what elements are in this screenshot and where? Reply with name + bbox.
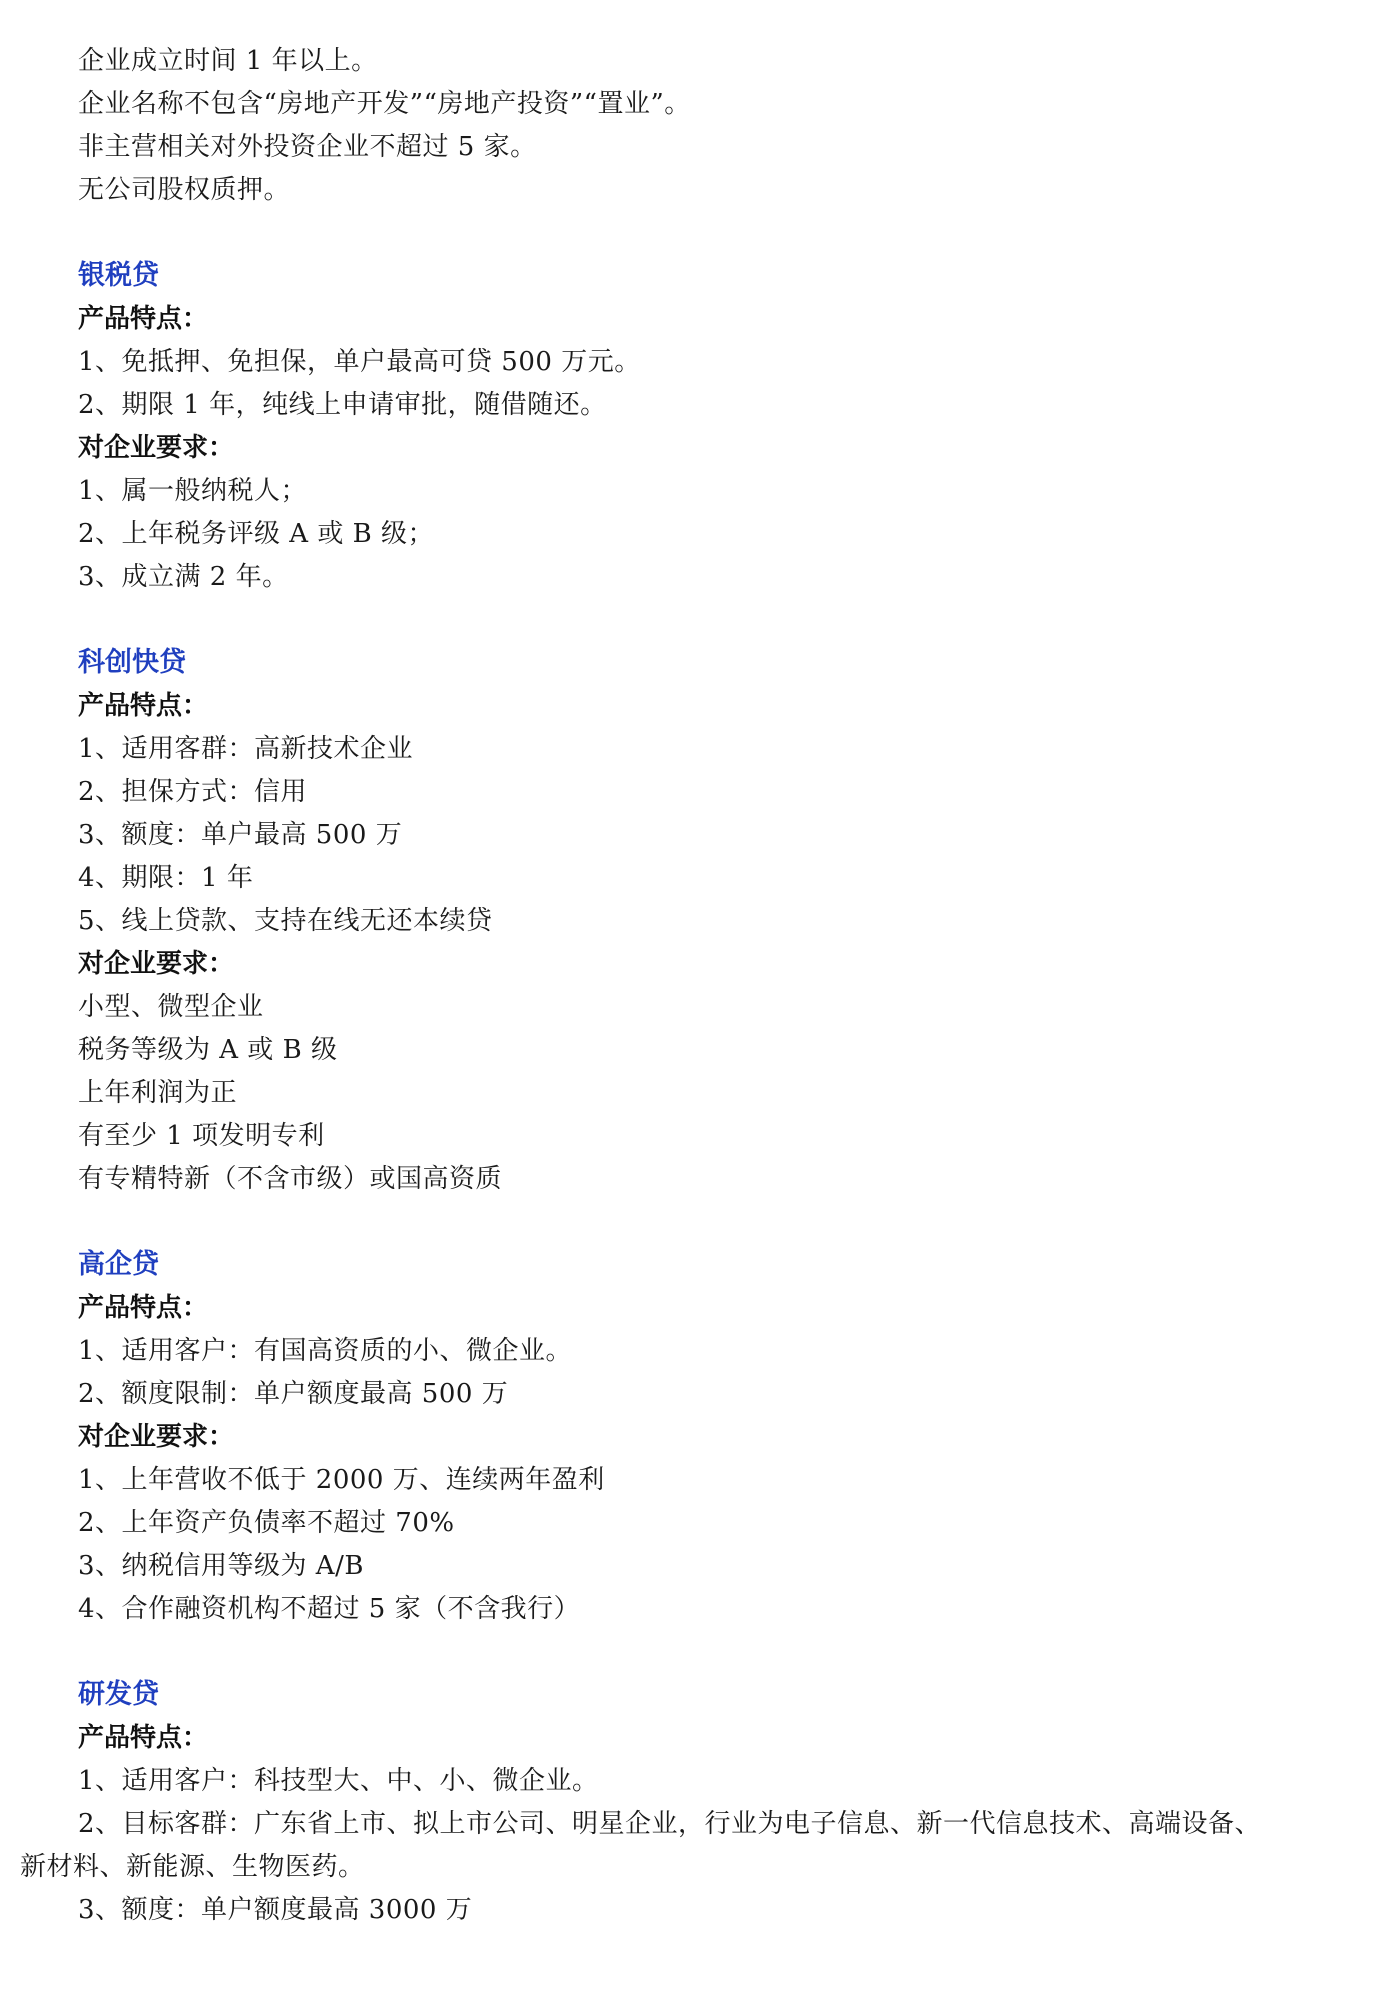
requirement-item: 4、合作融资机构不超过 5 家（不含我行） [78,1594,581,1624]
section-title-kechuangkuaidai: 科创快贷 [78,647,186,678]
feature-item-continuation: 新材料、新能源、生物医药。 [20,1852,365,1882]
features-heading: 产品特点： [78,1723,209,1753]
requirement-item: 小型、微型企业 [78,992,264,1022]
requirement-item: 1、属一般纳税人； [78,476,308,506]
section-title-gaoqidai: 高企贷 [78,1249,159,1280]
section-title-yanfadai: 研发贷 [78,1679,159,1710]
requirement-item: 1、上年营收不低于 2000 万、连续两年盈利 [78,1465,605,1495]
feature-item: 1、适用客户：科技型大、中、小、微企业。 [78,1766,599,1796]
requirements-heading: 对企业要求： [78,1422,235,1452]
intro-line: 企业名称不包含“房地产开发”“房地产投资”“置业”。 [78,89,691,119]
requirement-item: 3、成立满 2 年。 [78,562,289,592]
feature-item: 2、目标客群：广东省上市、拟上市公司、明星企业，行业为电子信息、新一代信息技术、高端设备、 [78,1809,1262,1839]
requirement-item: 有专精特新（不含市级）或国高资质 [78,1164,503,1194]
intro-line: 企业成立时间 1 年以上。 [78,46,378,76]
intro-line: 无公司股权质押。 [78,175,291,205]
feature-item: 2、额度限制：单户额度最高 500 万 [78,1379,509,1409]
feature-item: 2、担保方式：信用 [78,777,308,807]
feature-item: 3、额度：单户最高 500 万 [78,820,403,850]
feature-item: 1、免抵押、免担保，单户最高可贷 500 万元。 [78,347,641,377]
feature-item: 5、线上贷款、支持在线无还本续贷 [78,906,493,936]
feature-item: 1、适用客户：有国高资质的小、微企业。 [78,1336,573,1366]
intro-line: 非主营相关对外投资企业不超过 5 家。 [78,132,537,162]
requirement-item: 2、上年税务评级 A 或 B 级； [78,519,434,549]
features-heading: 产品特点： [78,304,209,334]
section-title-yinshuidai: 银税贷 [78,260,159,291]
requirements-heading: 对企业要求： [78,433,235,463]
features-heading: 产品特点： [78,1293,209,1323]
feature-item: 2、期限 1 年，纯线上申请审批，随借随还。 [78,390,607,420]
requirement-item: 上年利润为正 [78,1078,238,1108]
requirements-heading: 对企业要求： [78,949,235,979]
requirement-item: 2、上年资产负债率不超过 70% [78,1508,455,1538]
requirement-item: 3、纳税信用等级为 A/B [78,1551,364,1581]
feature-item: 3、额度：单户额度最高 3000 万 [78,1895,473,1925]
feature-item: 1、适用客群：高新技术企业 [78,734,414,764]
requirement-item: 税务等级为 A 或 B 级 [78,1035,338,1065]
feature-item: 4、期限：1 年 [78,863,254,893]
features-heading: 产品特点： [78,691,209,721]
requirement-item: 有至少 1 项发明专利 [78,1121,325,1151]
